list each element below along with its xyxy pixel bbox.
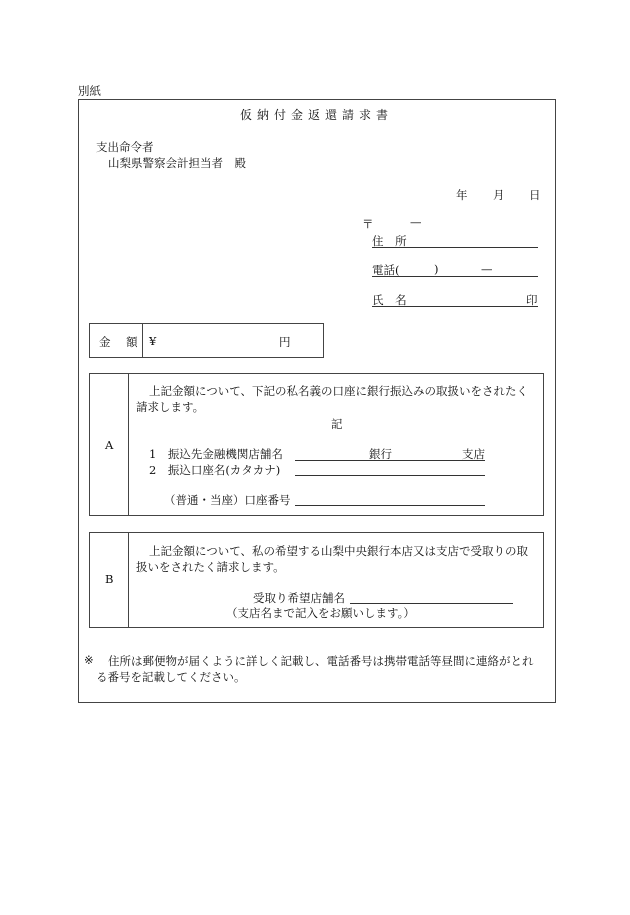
address-field[interactable] bbox=[372, 247, 538, 248]
account-number-field[interactable] bbox=[295, 505, 485, 506]
section-a-item2-label: 2 振込口座名(カタカナ) bbox=[149, 463, 281, 477]
amount-currency: ¥ bbox=[149, 334, 157, 348]
name-label: 氏 名 bbox=[372, 293, 411, 307]
section-a-item1-branch: 支店 bbox=[462, 447, 485, 461]
account-number-label: （普通・当座）口座番号 bbox=[164, 493, 291, 507]
section-b-text-line2: 扱いをされたく請求します。 bbox=[136, 560, 285, 574]
section-a-letter: A bbox=[105, 438, 114, 452]
seal-mark: 印 bbox=[526, 293, 538, 307]
postal-dash: — bbox=[410, 215, 422, 229]
form-title: 仮納付金返還請求書 bbox=[240, 108, 394, 122]
section-b-letter: B bbox=[105, 572, 114, 586]
phone-paren-close: ) bbox=[434, 262, 439, 276]
section-a-ki: 記 bbox=[331, 417, 343, 431]
section-b-divider bbox=[128, 532, 129, 628]
store-label: 受取り希望店舗名 bbox=[253, 591, 345, 605]
phone-field[interactable] bbox=[372, 276, 538, 277]
phone-dash: — bbox=[481, 262, 493, 276]
phone-label: 電話( bbox=[372, 263, 400, 277]
footnote-line2: る番号を記載してください。 bbox=[96, 670, 246, 684]
section-a-text-line2: 請求します。 bbox=[136, 400, 205, 414]
addressee-line1: 支出命令者 bbox=[96, 140, 154, 154]
bank-branch-field[interactable] bbox=[295, 460, 485, 461]
postal-mark: 〒 bbox=[362, 217, 374, 231]
date-day[interactable]: 日 bbox=[529, 188, 541, 202]
footnote-line1: 住所は郵便物が届くように詳しく記載し、電話番号は携帯電話等昼間に連絡がとれ bbox=[108, 654, 534, 668]
store-note: （支店名まで記入をお願いします。） bbox=[226, 606, 415, 620]
footnote-mark: ※ bbox=[84, 653, 94, 667]
name-field[interactable] bbox=[372, 306, 538, 307]
attachment-label: 別紙 bbox=[78, 84, 101, 98]
amount-label: 金 額 bbox=[99, 335, 144, 349]
section-a-divider bbox=[128, 373, 129, 516]
address-label: 住 所 bbox=[372, 234, 411, 248]
section-a-item1-label: 1 振込先金融機関店舗名 bbox=[149, 447, 283, 461]
account-name-field[interactable] bbox=[295, 475, 485, 476]
store-field[interactable] bbox=[350, 603, 513, 604]
amount-field[interactable] bbox=[162, 330, 272, 350]
section-a-item1-bank: 銀行 bbox=[369, 447, 392, 461]
section-a-text-line1: 上記金額について、下記の私名義の口座に銀行振込みの取扱いをされたく bbox=[149, 384, 529, 398]
date-month[interactable]: 月 bbox=[493, 188, 505, 202]
section-b-text-line1: 上記金額について、私の希望する山梨中央銀行本店又は支店で受取りの取 bbox=[149, 544, 529, 558]
amount-unit: 円 bbox=[279, 335, 291, 349]
date-year[interactable]: 年 bbox=[456, 188, 468, 202]
addressee-line2: 山梨県警察会計担当者 殿 bbox=[108, 156, 246, 170]
